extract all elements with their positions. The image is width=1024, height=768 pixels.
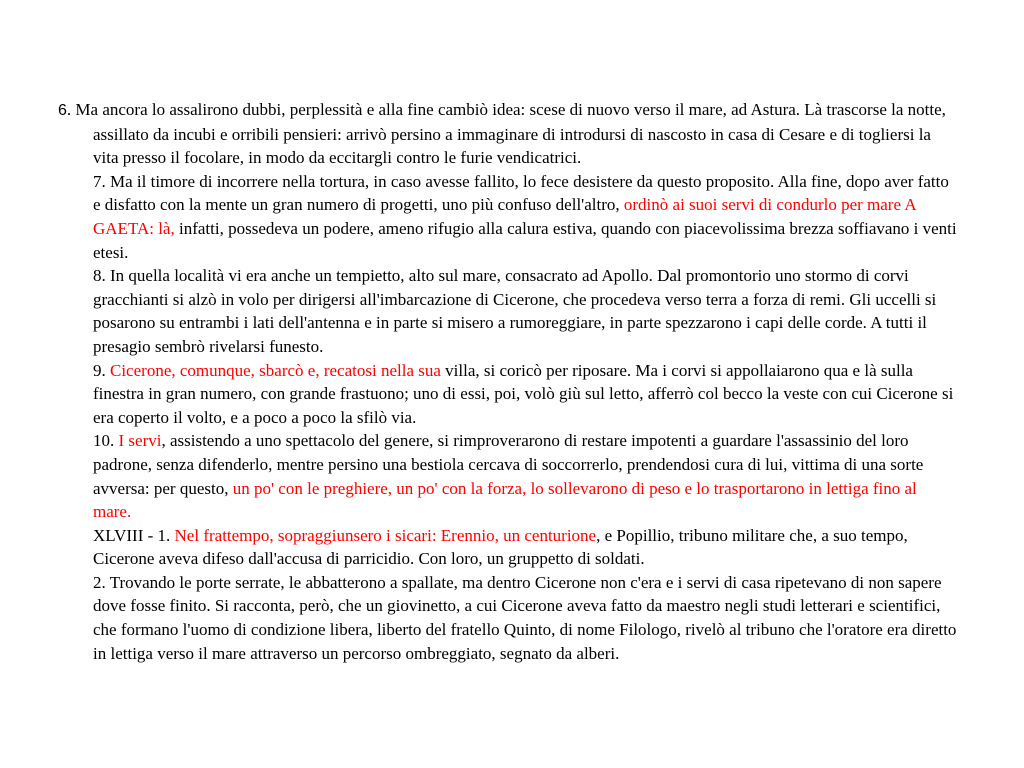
highlighted-segment: Cicerone, comunque, sbarcò e, recatosi nella sua (110, 360, 441, 380)
text-segment: 10. (93, 431, 119, 451)
text-segment: XLVIII - 1. (93, 525, 175, 545)
text-segment: 2. Trovando le porte serrate, le abbatterono a spallate, ma dentro Cicerone non c'era e i servi di casa ripetevano di non sapere dove fosse finito. Si racconta, però, che un giovinetto, a cui Cicerone aveva fatto da maestro negli studi letterari e scientifici, che formano l'uomo di condizione libera, liberto del fratello Quinto, di nome Filologo, rivelò al tribuno che l'oratore era diretto in lettiga verso il mare attraverso un percorso ombreggiato, segnato da alberi. (93, 572, 957, 663)
paragraph-9 (58, 359, 958, 430)
highlighted-segment: Nel frattempo, sopraggiunsero i sicari: Erennio, un centurione (174, 525, 597, 545)
paragraph-10 (58, 429, 958, 523)
paragraph-number: 6 (58, 102, 67, 119)
highlighted-segment: I servi (118, 431, 162, 451)
paragraph-7 (58, 170, 958, 264)
highlighted-segment: ordinò ai suoi servi di condurlo per mare A GAETA: là, (93, 195, 916, 238)
text-segment: , e Popillio, tribuno militare che, a suo tempo, Cicerone aveva difeso dall'accusa di parricidio. Con loro, un gruppetto di soldati. (93, 525, 908, 569)
paragraph-8 (58, 264, 958, 358)
text-segment: villa, si coricò per riposare. Ma i corvi si appollaiarono qua e là sulla finestra in gran numero, con grande frastuono; uno di essi, poi, volò giù sul letto, afferrò col becco la veste con cui Cicerone si era coperto il volto, e a poco a poco la sfilò via. (93, 360, 954, 427)
text-segment: 7. Ma il timore di incorrere nella tortura, in caso avesse fallito, lo fece desistere da questo proposito. Alla fine, dopo aver fatto e disfatto con la mente un gran numero di progetti, uno più confuso dell'altro, (93, 171, 949, 215)
highlighted-segment: un po' con le preghiere, un po' con la forza, lo sollevarono di peso e lo trasportarono in lettiga fino al mare. (93, 478, 917, 522)
paragraph-xlviii-2 (58, 571, 958, 665)
text-segment: infatti, possedeva un podere, ameno rifugio alla calura estiva, quando con piacevolissima brezza soffiavano i venti etesi. (93, 218, 957, 262)
paragraph-xlviii-1 (58, 524, 958, 571)
text-segment: , assistendo a uno spettacolo del genere, si rimproverarono di restare impotenti a guardare l'assassinio del loro padrone, senza difenderlo, mentre persino una bestiola cercava di soccorrerlo, prendendosi cura di lui, vittima di una sorte avversa: per questo, (93, 431, 924, 498)
text-segment: 9. (93, 360, 110, 380)
text-segment: . Ma ancora lo assalirono dubbi, perplessità e alla fine cambiò idea: scese di nuovo verso il mare, ad Astura. Là trascorse la notte, assillato da incubi e orribili pensieri: arrivò persino a immaginare di introdursi di nascosto in casa di Cesare e di togliersi la vita presso il focolare, in modo da eccitargli contro le furie vendicatrici. (66, 100, 946, 168)
paragraph-6 (58, 98, 958, 170)
text-segment: 8. In quella località vi era anche un tempietto, alto sul mare, consacrato ad Apollo. Dal promontorio uno stormo di corvi gracchianti si alzò in volo per dirigersi all'imbarcazione di Cicerone, che procedeva verso terra a forza di remi. Gli uccelli si posarono su entrambi i lati dell'antenna e in parte si misero a rumoreggiare, in parte spezzarono i capi delle corde. A tutti il presagio sembrò rivelarsi funesto. (93, 266, 937, 356)
document-text (58, 98, 958, 665)
